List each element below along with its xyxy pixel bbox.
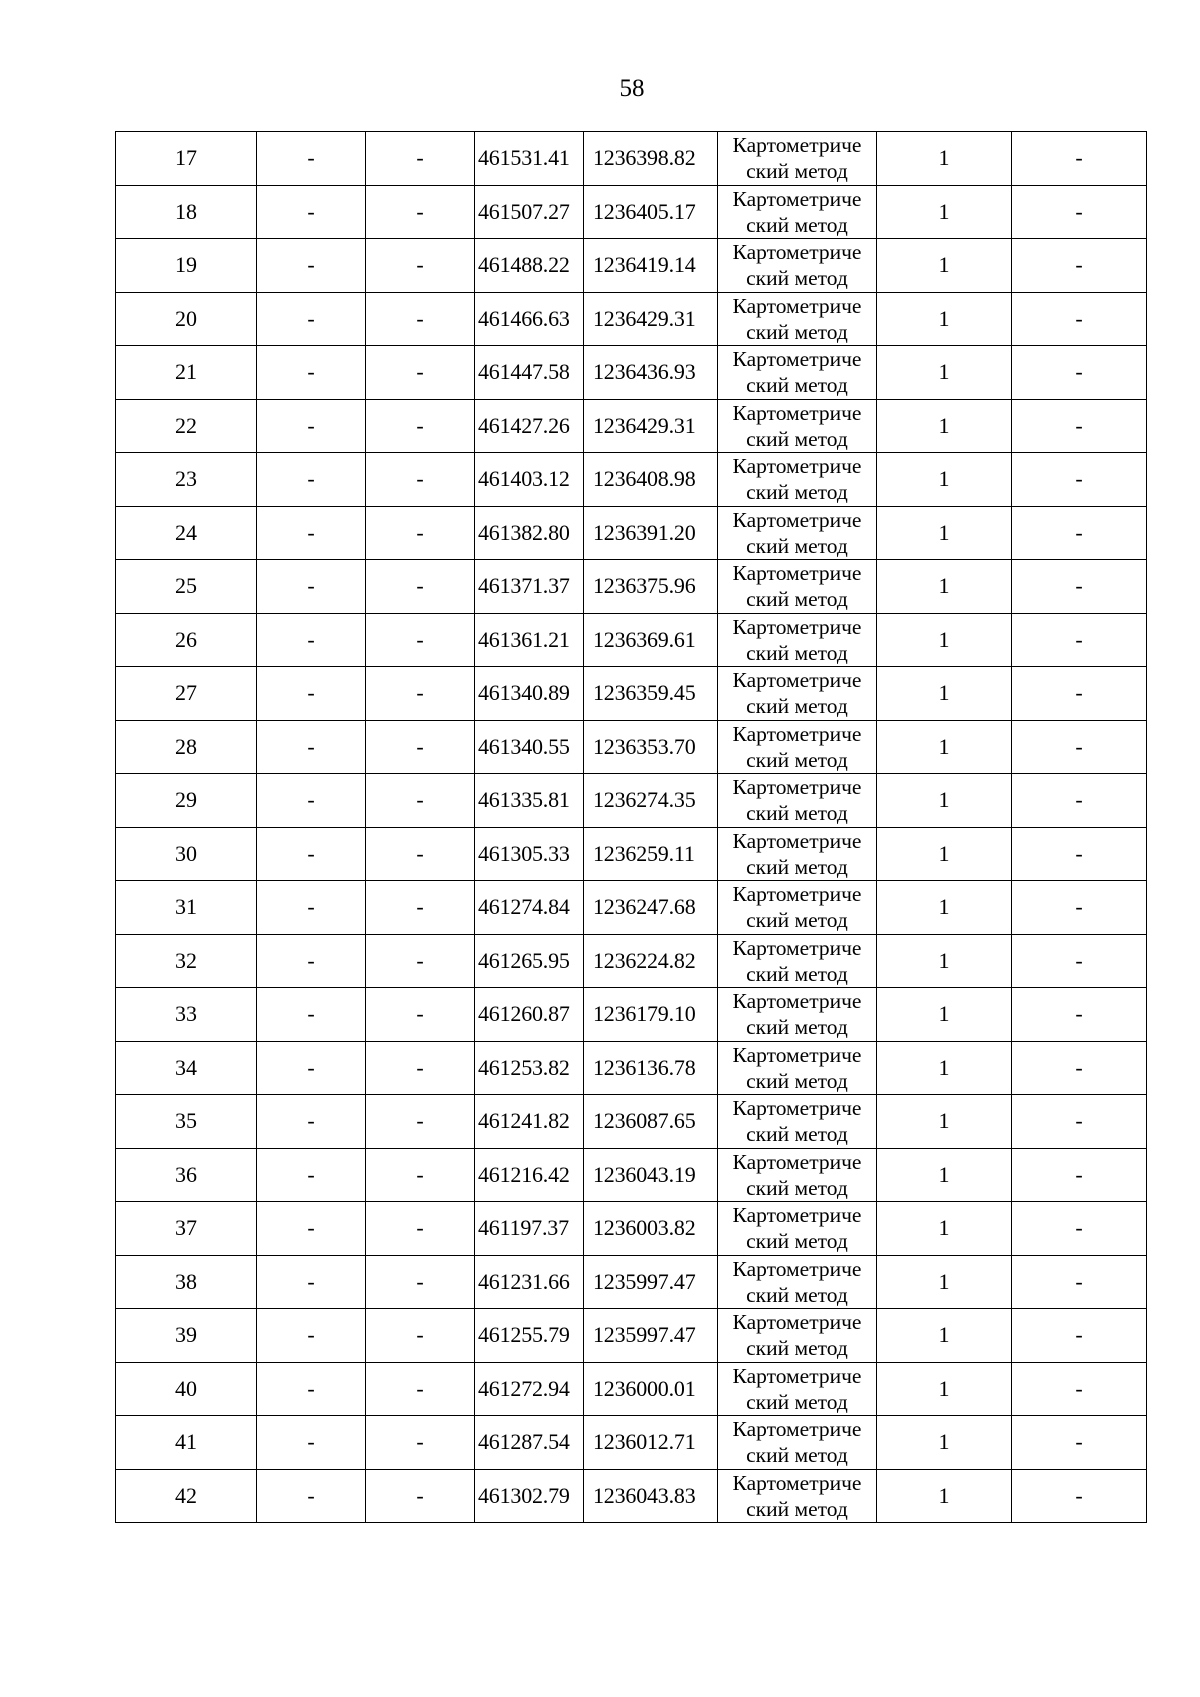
empty-dash-cell: -: [366, 1148, 475, 1202]
empty-dash-cell: -: [257, 1309, 366, 1363]
y-coordinate-cell: 1236003.82: [584, 1202, 718, 1256]
method-line-2: ский метод: [746, 908, 848, 933]
empty-dash-cell: -: [366, 346, 475, 400]
method-line-2: ский метод: [746, 1443, 848, 1468]
method-cell: [718, 346, 877, 400]
method-line-2: ский метод: [746, 159, 848, 184]
y-coordinate-cell: 1236408.98: [584, 453, 718, 507]
x-coordinate-cell: 461231.66: [475, 1255, 584, 1309]
y-coordinate-cell: 1236391.20: [584, 506, 718, 560]
note-dash-cell: -: [1012, 239, 1147, 293]
point-number-cell: 32: [116, 934, 257, 988]
table-row: [116, 346, 1147, 400]
note-dash-cell: -: [1012, 988, 1147, 1042]
method-line-1: Картометриче: [732, 400, 862, 425]
method-line-2: ский метод: [746, 533, 848, 558]
point-number-cell: 38: [116, 1255, 257, 1309]
accuracy-cell: 1: [877, 774, 1012, 828]
table-row: [116, 720, 1147, 774]
note-dash-cell: -: [1012, 774, 1147, 828]
empty-dash-cell: -: [257, 1362, 366, 1416]
note-dash-cell: -: [1012, 1095, 1147, 1149]
x-coordinate-cell: 461335.81: [475, 774, 584, 828]
method-line-2: ский метод: [746, 854, 848, 879]
method-line-2: ский метод: [746, 480, 848, 505]
table-row: [116, 613, 1147, 667]
accuracy-cell: 1: [877, 881, 1012, 935]
y-coordinate-cell: 1236259.11: [584, 827, 718, 881]
x-coordinate-cell: 461361.21: [475, 613, 584, 667]
method-line-2: ский метод: [746, 1015, 848, 1040]
y-coordinate-cell: 1236247.68: [584, 881, 718, 935]
point-number-cell: 17: [116, 132, 257, 186]
accuracy-cell: 1: [877, 185, 1012, 239]
method-cell: [718, 1041, 877, 1095]
method-line-2: ский метод: [746, 373, 848, 398]
empty-dash-cell: -: [366, 827, 475, 881]
method-cell: [718, 132, 877, 186]
method-line-1: Картометриче: [732, 507, 862, 532]
table-row: [116, 667, 1147, 721]
note-dash-cell: -: [1012, 399, 1147, 453]
accuracy-cell: 1: [877, 1362, 1012, 1416]
x-coordinate-cell: 461197.37: [475, 1202, 584, 1256]
method-cell: [718, 239, 877, 293]
note-dash-cell: -: [1012, 1202, 1147, 1256]
y-coordinate-cell: 1236274.35: [584, 774, 718, 828]
y-coordinate-cell: 1236136.78: [584, 1041, 718, 1095]
y-coordinate-cell: 1236224.82: [584, 934, 718, 988]
x-coordinate-cell: 461427.26: [475, 399, 584, 453]
empty-dash-cell: -: [366, 132, 475, 186]
y-coordinate-cell: 1236436.93: [584, 346, 718, 400]
empty-dash-cell: -: [257, 239, 366, 293]
accuracy-cell: 1: [877, 1202, 1012, 1256]
method-line-1: Картометриче: [732, 347, 862, 372]
table-row: [116, 774, 1147, 828]
empty-dash-cell: -: [366, 1469, 475, 1523]
point-number-cell: 41: [116, 1416, 257, 1470]
accuracy-cell: 1: [877, 1416, 1012, 1470]
y-coordinate-cell: 1236043.83: [584, 1469, 718, 1523]
method-line-1: Картометриче: [732, 1417, 862, 1442]
empty-dash-cell: -: [366, 1362, 475, 1416]
empty-dash-cell: -: [257, 1148, 366, 1202]
method-line-2: ский метод: [746, 747, 848, 772]
x-coordinate-cell: 461253.82: [475, 1041, 584, 1095]
empty-dash-cell: -: [366, 1095, 475, 1149]
method-line-2: ский метод: [746, 1229, 848, 1254]
note-dash-cell: -: [1012, 1148, 1147, 1202]
empty-dash-cell: -: [257, 1416, 366, 1470]
table-row: [116, 1362, 1147, 1416]
table-row: [116, 1309, 1147, 1363]
method-line-1: Картометриче: [732, 882, 862, 907]
method-line-2: ский метод: [746, 694, 848, 719]
empty-dash-cell: -: [366, 560, 475, 614]
x-coordinate-cell: 461302.79: [475, 1469, 584, 1523]
accuracy-cell: 1: [877, 1309, 1012, 1363]
method-line-1: Картометриче: [732, 1203, 862, 1228]
method-cell: [718, 1362, 877, 1416]
point-number-cell: 36: [116, 1148, 257, 1202]
method-cell: [718, 185, 877, 239]
x-coordinate-cell: 461287.54: [475, 1416, 584, 1470]
note-dash-cell: -: [1012, 1041, 1147, 1095]
method-line-1: Картометриче: [732, 186, 862, 211]
empty-dash-cell: -: [366, 292, 475, 346]
point-number-cell: 33: [116, 988, 257, 1042]
y-coordinate-cell: 1236369.61: [584, 613, 718, 667]
empty-dash-cell: -: [257, 132, 366, 186]
y-coordinate-cell: 1236353.70: [584, 720, 718, 774]
method-line-2: ский метод: [746, 587, 848, 612]
method-cell: [718, 613, 877, 667]
point-number-cell: 35: [116, 1095, 257, 1149]
empty-dash-cell: -: [257, 934, 366, 988]
note-dash-cell: -: [1012, 934, 1147, 988]
accuracy-cell: 1: [877, 1469, 1012, 1523]
table-row: [116, 934, 1147, 988]
method-cell: [718, 560, 877, 614]
note-dash-cell: -: [1012, 185, 1147, 239]
method-line-2: ский метод: [746, 640, 848, 665]
method-cell: [718, 988, 877, 1042]
accuracy-cell: 1: [877, 720, 1012, 774]
table-row: [116, 1202, 1147, 1256]
table-row: [116, 560, 1147, 614]
empty-dash-cell: -: [257, 1469, 366, 1523]
y-coordinate-cell: 1236419.14: [584, 239, 718, 293]
note-dash-cell: -: [1012, 453, 1147, 507]
y-coordinate-cell: 1235997.47: [584, 1255, 718, 1309]
method-cell: [718, 667, 877, 721]
accuracy-cell: 1: [877, 827, 1012, 881]
point-number-cell: 24: [116, 506, 257, 560]
empty-dash-cell: -: [366, 1041, 475, 1095]
table-row: [116, 1255, 1147, 1309]
y-coordinate-cell: 1236359.45: [584, 667, 718, 721]
point-number-cell: 28: [116, 720, 257, 774]
y-coordinate-cell: 1236043.19: [584, 1148, 718, 1202]
point-number-cell: 31: [116, 881, 257, 935]
x-coordinate-cell: 461274.84: [475, 881, 584, 935]
x-coordinate-cell: 461255.79: [475, 1309, 584, 1363]
point-number-cell: 34: [116, 1041, 257, 1095]
x-coordinate-cell: 461371.37: [475, 560, 584, 614]
method-line-2: ский метод: [746, 961, 848, 986]
y-coordinate-cell: 1236375.96: [584, 560, 718, 614]
note-dash-cell: -: [1012, 506, 1147, 560]
method-line-2: ский метод: [746, 1389, 848, 1414]
method-cell: [718, 881, 877, 935]
note-dash-cell: -: [1012, 292, 1147, 346]
method-line-2: ский метод: [746, 266, 848, 291]
accuracy-cell: 1: [877, 1255, 1012, 1309]
point-number-cell: 40: [116, 1362, 257, 1416]
table-row: [116, 1148, 1147, 1202]
method-line-2: ский метод: [746, 1496, 848, 1521]
method-line-1: Картометриче: [732, 454, 862, 479]
method-line-1: Картометриче: [732, 1470, 862, 1495]
accuracy-cell: 1: [877, 988, 1012, 1042]
point-number-cell: 22: [116, 399, 257, 453]
method-line-1: Картометриче: [732, 1149, 862, 1174]
x-coordinate-cell: 461340.89: [475, 667, 584, 721]
point-number-cell: 39: [116, 1309, 257, 1363]
method-cell: [718, 1202, 877, 1256]
method-line-1: Картометриче: [732, 828, 862, 853]
table-row: [116, 399, 1147, 453]
empty-dash-cell: -: [366, 613, 475, 667]
accuracy-cell: 1: [877, 453, 1012, 507]
accuracy-cell: 1: [877, 613, 1012, 667]
empty-dash-cell: -: [257, 1202, 366, 1256]
x-coordinate-cell: 461403.12: [475, 453, 584, 507]
accuracy-cell: 1: [877, 132, 1012, 186]
table-row: [116, 881, 1147, 935]
empty-dash-cell: -: [257, 667, 366, 721]
method-line-2: ский метод: [746, 1175, 848, 1200]
method-line-2: ский метод: [746, 1122, 848, 1147]
accuracy-cell: 1: [877, 506, 1012, 560]
empty-dash-cell: -: [366, 881, 475, 935]
accuracy-cell: 1: [877, 399, 1012, 453]
page-number: 58: [619, 75, 645, 102]
note-dash-cell: -: [1012, 1255, 1147, 1309]
method-cell: [718, 292, 877, 346]
y-coordinate-cell: 1236429.31: [584, 292, 718, 346]
y-coordinate-cell: 1236012.71: [584, 1416, 718, 1470]
empty-dash-cell: -: [366, 1416, 475, 1470]
table-row: [116, 1416, 1147, 1470]
note-dash-cell: -: [1012, 827, 1147, 881]
table-row: [116, 988, 1147, 1042]
x-coordinate-cell: 461531.41: [475, 132, 584, 186]
method-line-1: Картометриче: [732, 240, 862, 265]
empty-dash-cell: -: [257, 988, 366, 1042]
note-dash-cell: -: [1012, 1309, 1147, 1363]
method-line-2: ский метод: [746, 1282, 848, 1307]
point-number-cell: 21: [116, 346, 257, 400]
note-dash-cell: -: [1012, 132, 1147, 186]
accuracy-cell: 1: [877, 292, 1012, 346]
empty-dash-cell: -: [257, 720, 366, 774]
table-row: [116, 185, 1147, 239]
table-row: [116, 1095, 1147, 1149]
x-coordinate-cell: 461241.82: [475, 1095, 584, 1149]
point-number-cell: 25: [116, 560, 257, 614]
empty-dash-cell: -: [257, 346, 366, 400]
empty-dash-cell: -: [257, 881, 366, 935]
empty-dash-cell: -: [257, 774, 366, 828]
empty-dash-cell: -: [366, 1309, 475, 1363]
method-line-1: Картометриче: [732, 1256, 862, 1281]
method-line-1: Картометриче: [732, 561, 862, 586]
x-coordinate-cell: 461340.55: [475, 720, 584, 774]
point-number-cell: 26: [116, 613, 257, 667]
method-line-1: Картометриче: [732, 293, 862, 318]
method-cell: [718, 506, 877, 560]
accuracy-cell: 1: [877, 346, 1012, 400]
method-line-1: Картометриче: [732, 133, 862, 158]
empty-dash-cell: -: [257, 1095, 366, 1149]
x-coordinate-cell: 461260.87: [475, 988, 584, 1042]
method-line-1: Картометриче: [732, 614, 862, 639]
accuracy-cell: 1: [877, 934, 1012, 988]
empty-dash-cell: -: [257, 1041, 366, 1095]
x-coordinate-cell: 461488.22: [475, 239, 584, 293]
note-dash-cell: -: [1012, 613, 1147, 667]
empty-dash-cell: -: [257, 185, 366, 239]
empty-dash-cell: -: [257, 399, 366, 453]
empty-dash-cell: -: [257, 506, 366, 560]
table-row: [116, 453, 1147, 507]
x-coordinate-cell: 461507.27: [475, 185, 584, 239]
point-number-cell: 37: [116, 1202, 257, 1256]
empty-dash-cell: -: [366, 453, 475, 507]
empty-dash-cell: -: [366, 934, 475, 988]
method-cell: [718, 1309, 877, 1363]
method-cell: [718, 934, 877, 988]
empty-dash-cell: -: [366, 774, 475, 828]
method-line-1: Картометриче: [732, 1310, 862, 1335]
y-coordinate-cell: 1236000.01: [584, 1362, 718, 1416]
x-coordinate-cell: 461216.42: [475, 1148, 584, 1202]
method-cell: [718, 399, 877, 453]
empty-dash-cell: -: [257, 560, 366, 614]
method-line-2: ский метод: [746, 801, 848, 826]
method-cell: [718, 1416, 877, 1470]
accuracy-cell: 1: [877, 1041, 1012, 1095]
x-coordinate-cell: 461466.63: [475, 292, 584, 346]
table-row: [116, 827, 1147, 881]
table-row: [116, 1469, 1147, 1523]
method-line-1: Картометриче: [732, 935, 862, 960]
note-dash-cell: -: [1012, 881, 1147, 935]
y-coordinate-cell: 1236405.17: [584, 185, 718, 239]
table-row: [116, 239, 1147, 293]
note-dash-cell: -: [1012, 667, 1147, 721]
point-number-cell: 29: [116, 774, 257, 828]
point-number-cell: 20: [116, 292, 257, 346]
table-row: [116, 132, 1147, 186]
y-coordinate-cell: 1236398.82: [584, 132, 718, 186]
table-row: [116, 506, 1147, 560]
method-cell: [718, 720, 877, 774]
empty-dash-cell: -: [366, 239, 475, 293]
table-body: [116, 132, 1147, 1523]
method-cell: [718, 1469, 877, 1523]
note-dash-cell: -: [1012, 1469, 1147, 1523]
method-line-1: Картометриче: [732, 721, 862, 746]
empty-dash-cell: -: [257, 613, 366, 667]
method-line-1: Картометриче: [732, 1042, 862, 1067]
empty-dash-cell: -: [366, 1202, 475, 1256]
empty-dash-cell: -: [366, 720, 475, 774]
method-line-1: Картометриче: [732, 989, 862, 1014]
method-cell: [718, 827, 877, 881]
method-line-2: ский метод: [746, 426, 848, 451]
x-coordinate-cell: 461265.95: [475, 934, 584, 988]
point-number-cell: 19: [116, 239, 257, 293]
method-line-1: Картометриче: [732, 1096, 862, 1121]
note-dash-cell: -: [1012, 1416, 1147, 1470]
coordinates-table: [115, 131, 1147, 1523]
point-number-cell: 30: [116, 827, 257, 881]
method-line-2: ский метод: [746, 1336, 848, 1361]
method-cell: [718, 453, 877, 507]
accuracy-cell: 1: [877, 239, 1012, 293]
note-dash-cell: -: [1012, 720, 1147, 774]
empty-dash-cell: -: [366, 1255, 475, 1309]
point-number-cell: 42: [116, 1469, 257, 1523]
empty-dash-cell: -: [257, 1255, 366, 1309]
table-row: [116, 292, 1147, 346]
x-coordinate-cell: 461305.33: [475, 827, 584, 881]
x-coordinate-cell: 461272.94: [475, 1362, 584, 1416]
method-line-1: Картометриче: [732, 668, 862, 693]
method-line-2: ский метод: [746, 319, 848, 344]
note-dash-cell: -: [1012, 560, 1147, 614]
note-dash-cell: -: [1012, 1362, 1147, 1416]
method-line-1: Картометриче: [732, 1363, 862, 1388]
method-cell: [718, 1255, 877, 1309]
empty-dash-cell: -: [257, 827, 366, 881]
empty-dash-cell: -: [366, 185, 475, 239]
note-dash-cell: -: [1012, 346, 1147, 400]
y-coordinate-cell: 1235997.47: [584, 1309, 718, 1363]
y-coordinate-cell: 1236429.31: [584, 399, 718, 453]
accuracy-cell: 1: [877, 1095, 1012, 1149]
point-number-cell: 23: [116, 453, 257, 507]
method-cell: [718, 1148, 877, 1202]
empty-dash-cell: -: [366, 667, 475, 721]
x-coordinate-cell: 461447.58: [475, 346, 584, 400]
empty-dash-cell: -: [257, 453, 366, 507]
point-number-cell: 18: [116, 185, 257, 239]
x-coordinate-cell: 461382.80: [475, 506, 584, 560]
accuracy-cell: 1: [877, 667, 1012, 721]
method-line-2: ский метод: [746, 212, 848, 237]
y-coordinate-cell: 1236087.65: [584, 1095, 718, 1149]
method-cell: [718, 1095, 877, 1149]
point-number-cell: 27: [116, 667, 257, 721]
table-row: [116, 1041, 1147, 1095]
empty-dash-cell: -: [366, 399, 475, 453]
y-coordinate-cell: 1236179.10: [584, 988, 718, 1042]
empty-dash-cell: -: [366, 506, 475, 560]
accuracy-cell: 1: [877, 1148, 1012, 1202]
empty-dash-cell: -: [366, 988, 475, 1042]
empty-dash-cell: -: [257, 292, 366, 346]
method-cell: [718, 774, 877, 828]
method-line-2: ский метод: [746, 1068, 848, 1093]
method-line-1: Картометриче: [732, 775, 862, 800]
accuracy-cell: 1: [877, 560, 1012, 614]
